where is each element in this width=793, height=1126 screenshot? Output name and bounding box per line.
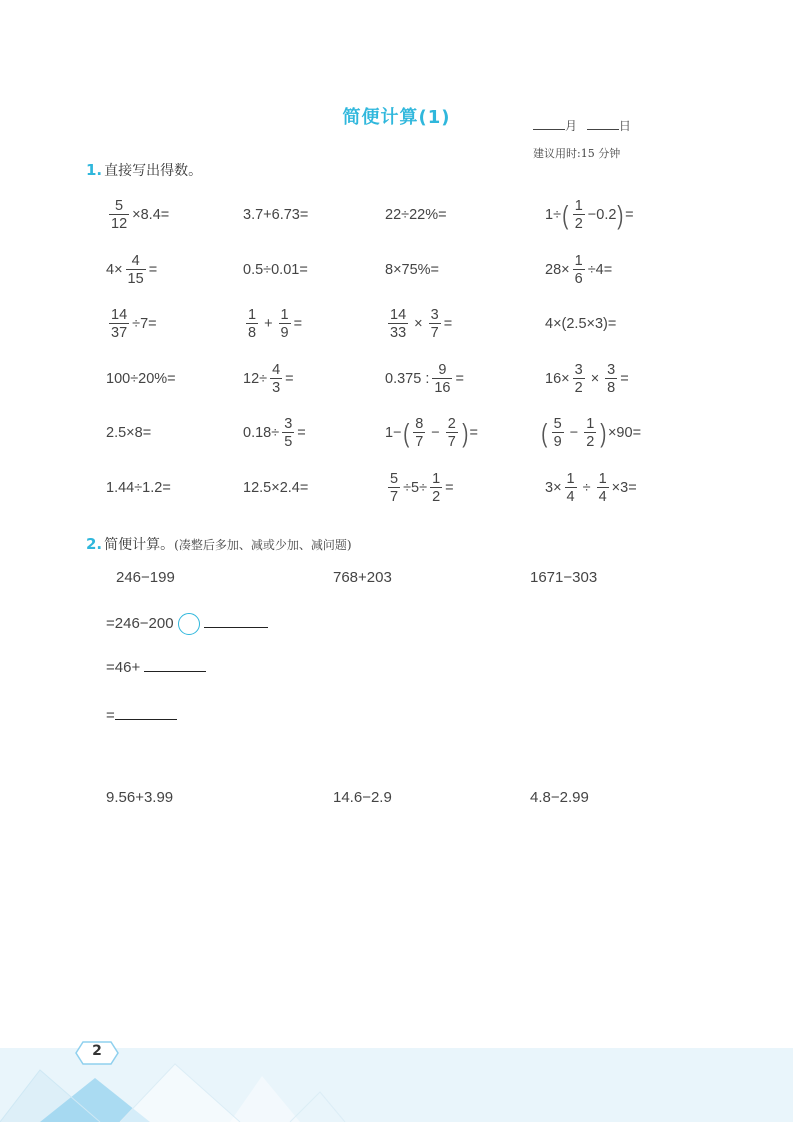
problem-4-4: 16× $\frac{3}{2}$ × $\frac{3}{8}$ = (545, 361, 629, 396)
problem-1-2: 3.7+6.73= (243, 207, 309, 223)
answer-blank[interactable] (115, 718, 177, 720)
problem-1-3: 22÷22%= (385, 207, 447, 223)
section-1-heading (86, 160, 202, 180)
page-title: 简便计算(1) (342, 107, 451, 128)
fraction: $\frac{1}{4}$ (598, 470, 607, 505)
fraction: $\frac{14}{33}$ (390, 306, 407, 341)
fraction: $\frac{1}{2}$ (432, 470, 441, 505)
problem-2-1: 4× $\frac{4}{15}$ = (106, 252, 158, 287)
fraction: $\frac{1}{4}$ (566, 470, 575, 505)
calc-4: 9.56+3.99 (106, 789, 174, 806)
fraction: $\frac{3}{7}$ (430, 306, 439, 341)
problem-5-3: 1− ( $\frac{8}{7}$ − $\frac{2}{7}$ ) = (385, 415, 478, 450)
month-label: 月 (565, 119, 578, 133)
problem-6-1: 1.44÷1.2= (106, 480, 171, 496)
problem-5-1: 2.5×8= (106, 425, 152, 441)
problem-2-2: 0.5÷0.01= (243, 262, 308, 278)
problem-3-1: $\frac{14}{37}$ ÷7= (111, 306, 157, 341)
fraction: $\frac{14}{37}$ (111, 306, 128, 341)
problem-2-4: 28× $\frac{1}{6}$ ÷4= (545, 252, 613, 287)
fraction: $\frac{1}{2}$ (586, 415, 595, 450)
problem-6-4: 3× $\frac{1}{4}$ ÷ $\frac{1}{4}$ ×3= (545, 470, 637, 505)
month-blank[interactable] (533, 117, 565, 130)
calc-6: 4.8−2.99 (530, 789, 589, 806)
section-2-number: 2. (86, 535, 103, 553)
answer-blank[interactable] (204, 626, 268, 628)
answer-blank[interactable] (144, 670, 206, 672)
fraction: $\frac{5}{9}$ (553, 415, 562, 450)
fraction: $\frac{3}{5}$ (284, 415, 293, 450)
section-2-note: (凑整后多加、减或少加、减问题) (174, 538, 352, 552)
step-1-text: =246−200 (106, 614, 174, 632)
problem-4-3: 0.375 : $\frac{9}{16}$ = (385, 361, 464, 396)
page-number-badge (74, 1040, 120, 1070)
step-2-text: =46+ (106, 659, 141, 676)
calc-2: 768+203 (333, 569, 392, 586)
section-2-title: 简便计算。 (104, 537, 175, 553)
fraction: $\frac{4}{15}$ (127, 252, 144, 287)
problem-5-4: ( $\frac{5}{9}$ − $\frac{1}{2}$ ) ×90= (541, 415, 642, 450)
fraction: $\frac{5}{7}$ (390, 470, 399, 505)
section-2-heading (86, 534, 352, 554)
problem-2-3: 8×75%= (385, 262, 440, 278)
problem-3-3: $\frac{14}{33}$ × $\frac{3}{7}$ = (390, 306, 453, 341)
fraction: $\frac{1}{6}$ (574, 252, 583, 287)
calc-1: 246−199 (116, 569, 175, 586)
fraction: $\frac{1}{9}$ (280, 306, 289, 341)
calc-3: 1671−303 (530, 569, 598, 586)
problem-4-1: 100÷20%= (106, 371, 176, 387)
problem-3-2: $\frac{1}{8}$ + $\frac{1}{9}$ = (248, 306, 303, 341)
problem-6-3: $\frac{5}{7}$ ÷5÷ $\frac{1}{2}$ = (390, 470, 454, 505)
step-3-text: = (106, 707, 115, 724)
fraction: $\frac{2}{7}$ (447, 415, 456, 450)
step-1 (106, 613, 268, 635)
page-number: 2 (92, 1043, 102, 1059)
step-3 (106, 707, 177, 724)
suggested-time: 建议用时:15 分钟 (533, 147, 621, 160)
date-field (533, 117, 631, 134)
fraction: $\frac{1}{2}$ (574, 197, 583, 232)
day-label: 日 (618, 119, 631, 133)
problem-4-2: 12÷ $\frac{4}{3}$ = (243, 361, 294, 396)
operator-circle-blank[interactable] (178, 613, 200, 635)
problem-3-4: 4×(2.5×3)= (545, 316, 617, 332)
fraction: $\frac{5}{12}$ (111, 197, 128, 232)
day-blank[interactable] (587, 117, 619, 130)
calc-5: 14.6−2.9 (333, 789, 392, 806)
fraction: $\frac{3}{2}$ (574, 361, 583, 396)
fraction: $\frac{9}{16}$ (434, 361, 451, 396)
problem-6-2: 12.5×2.4= (243, 480, 309, 496)
section-1-number: 1. (86, 161, 103, 179)
fraction: $\frac{1}{8}$ (248, 306, 257, 341)
fraction: $\frac{3}{8}$ (607, 361, 616, 396)
section-1-title: 直接写出得数。 (104, 163, 203, 179)
fraction: $\frac{4}{3}$ (272, 361, 281, 396)
problem-1-4: 1÷ ( $\frac{1}{2}$ −0.2 ) = (545, 197, 634, 232)
problem-5-2: 0.18÷ $\frac{3}{5}$ = (243, 415, 306, 450)
step-2 (106, 659, 206, 676)
fraction: $\frac{8}{7}$ (415, 415, 424, 450)
problem-1-1: $\frac{5}{12}$ ×8.4= (111, 197, 170, 232)
